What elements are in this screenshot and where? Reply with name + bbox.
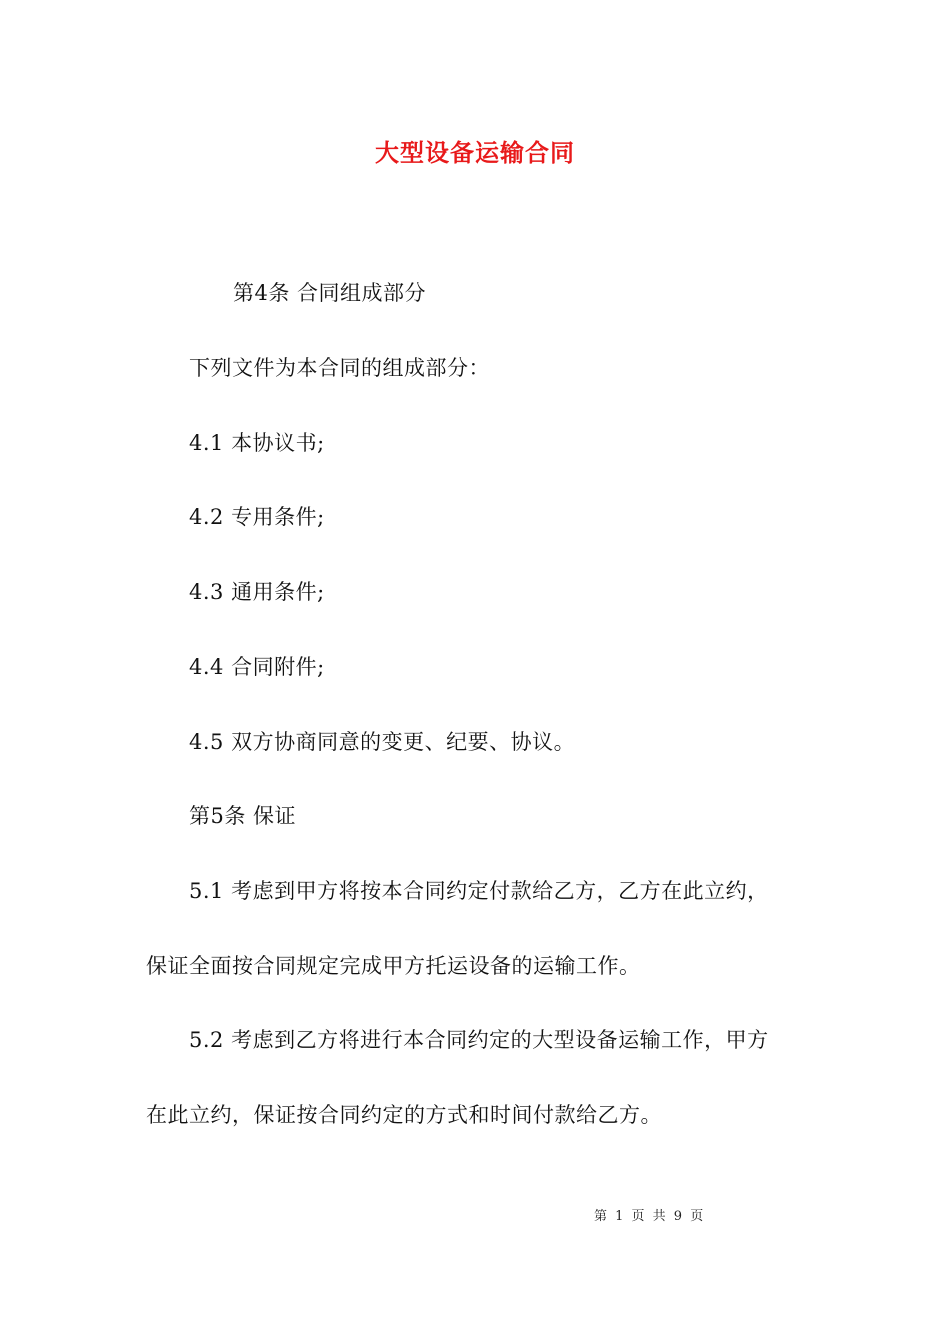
document-title: 大型设备运输合同 — [375, 139, 575, 167]
paragraph-5-2-line-2: 在此立约，保证按合同约定的方式和时间付款给乙方。 — [146, 1103, 662, 1127]
paragraph-5-1-line-1: 5.1 考虑到甲方将按本合同约定付款给乙方，乙方在此立约， — [189, 879, 769, 903]
paragraph-5-1-line-2: 保证全面按合同规定完成甲方托运设备的运输工作。 — [146, 954, 641, 978]
article-4-heading: 第4条 合同组成部分 — [233, 281, 427, 305]
article-5-heading: 第5条 保证 — [189, 804, 297, 828]
paragraph-5-2-line-1: 5.2 考虑到乙方将进行本合同约定的大型设备运输工作，甲方 — [189, 1028, 769, 1052]
list-item-4-1: 4.1 本协议书; — [189, 431, 325, 455]
paragraph-components-intro: 下列文件为本合同的组成部分： — [189, 356, 490, 380]
page-number-footer: 第 1 页 共 9 页 — [594, 1209, 706, 1224]
list-item-4-3: 4.3 通用条件; — [189, 580, 325, 604]
list-item-4-4: 4.4 合同附件; — [189, 655, 325, 679]
list-item-4-5: 4.5 双方协商同意的变更、纪要、协议。 — [189, 730, 576, 754]
list-item-4-2: 4.2 专用条件; — [189, 505, 325, 529]
